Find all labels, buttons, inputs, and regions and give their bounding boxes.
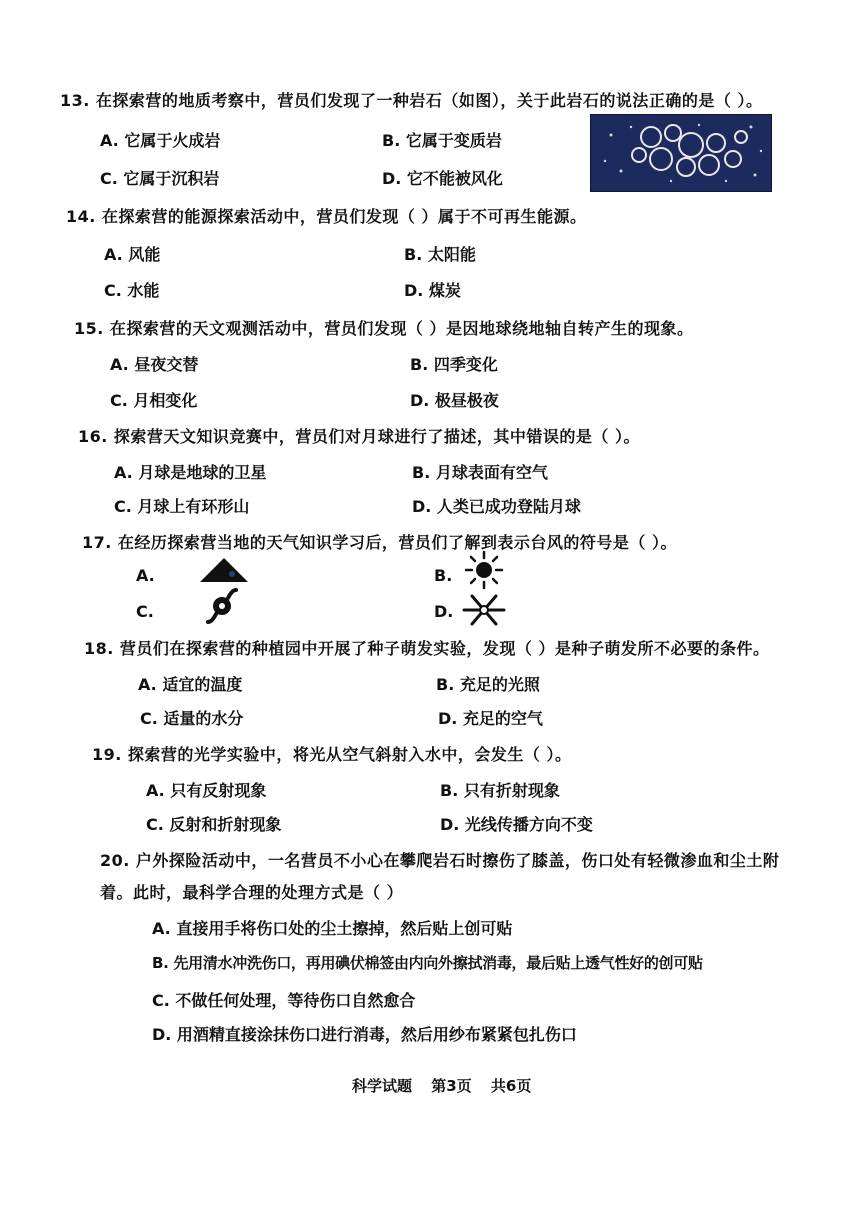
option-d[interactable]: D. 煤炭 bbox=[404, 281, 461, 300]
question-text: 在探索营的地质考察中，营员们发现了一种岩石（如图），关于此岩石的说法正确的是（ ）。 bbox=[95, 91, 763, 110]
question-14 bbox=[66, 204, 587, 227]
option-b[interactable]: B. bbox=[434, 566, 453, 585]
option-a[interactable]: A. 只有反射现象 bbox=[146, 781, 267, 800]
option-b[interactable]: B. 只有折射现象 bbox=[440, 781, 560, 800]
option-b[interactable]: B. 它属于变质岩 bbox=[382, 131, 502, 150]
question-number: 15. bbox=[74, 319, 104, 338]
option-c[interactable]: C. 不做任何处理，等待伤口自然愈合 bbox=[152, 991, 416, 1010]
question-17 bbox=[82, 530, 677, 553]
option-d[interactable]: D. 极昼极夜 bbox=[410, 391, 499, 410]
option-b[interactable]: B. 先用清水冲洗伤口，再用碘伏棉签由内向外擦拭消毒，最后贴上透气性好的创可贴 bbox=[152, 954, 703, 972]
option-c[interactable]: C. 月球上有环形山 bbox=[114, 497, 250, 516]
footer-total: 共6页 bbox=[490, 1077, 532, 1095]
option-a[interactable]: A. 昼夜交替 bbox=[110, 355, 199, 374]
option-d[interactable]: D. 人类已成功登陆月球 bbox=[412, 497, 581, 516]
option-c[interactable]: C. 月相变化 bbox=[110, 391, 198, 410]
question-20-continued: 着。此时，最科学合理的处理方式是（ ） bbox=[100, 883, 404, 902]
option-c[interactable]: C. 反射和折射现象 bbox=[146, 815, 282, 834]
page-footer bbox=[352, 1075, 545, 1096]
option-a[interactable]: A. 风能 bbox=[104, 245, 161, 264]
question-19 bbox=[92, 742, 572, 765]
question-text: 在探索营的天文观测活动中，营员们发现（ ）是因地球绕地轴自转产生的现象。 bbox=[109, 319, 694, 338]
option-b[interactable]: B. 太阳能 bbox=[404, 245, 476, 264]
question-16 bbox=[78, 424, 640, 447]
option-d[interactable]: D. 光线传播方向不变 bbox=[440, 815, 593, 834]
option-b[interactable]: B. 月球表面有空气 bbox=[412, 463, 548, 482]
option-c[interactable]: C. 水能 bbox=[104, 281, 160, 300]
question-15 bbox=[74, 316, 694, 339]
sun-icon bbox=[462, 550, 506, 594]
question-13 bbox=[60, 88, 763, 111]
option-a[interactable]: A. bbox=[136, 566, 155, 585]
question-number: 18. bbox=[84, 639, 114, 658]
question-text: 探索营的光学实验中，将光从空气斜射入水中，会发生（ ）。 bbox=[127, 745, 572, 764]
option-d[interactable]: D. bbox=[434, 602, 454, 621]
footer-subject: 科学试题 bbox=[352, 1077, 413, 1095]
snow-icon bbox=[460, 590, 508, 634]
question-text: 在探索营的能源探索活动中，营员们发现（ ）属于不可再生能源。 bbox=[101, 207, 587, 226]
cold-front-triangle-icon bbox=[198, 556, 250, 588]
question-number: 20. bbox=[100, 851, 130, 870]
question-text: 营员们在探索营的种植园中开展了种子萌发实验，发现（ ）是种子萌发所不必要的条件。 bbox=[119, 639, 770, 658]
question-text: 在经历探索营当地的天气知识学习后，营员们了解到表示台风的符号是（ ）。 bbox=[117, 533, 677, 552]
question-20 bbox=[100, 848, 779, 871]
typhoon-icon bbox=[206, 588, 238, 628]
option-b[interactable]: B. 四季变化 bbox=[410, 355, 498, 374]
option-d[interactable]: D. 用酒精直接涂抹伤口进行消毒，然后用纱布紧紧包扎伤口 bbox=[152, 1025, 577, 1044]
question-text: 户外探险活动中，一名营员不小心在攀爬岩石时擦伤了膝盖，伤口处有轻微渗血和尘土附 bbox=[135, 851, 780, 870]
option-a[interactable]: A. 直接用手将伤口处的尘土擦掉，然后贴上创可贴 bbox=[152, 919, 513, 938]
option-a[interactable]: A. 它属于火成岩 bbox=[100, 131, 221, 150]
question-number: 17. bbox=[82, 533, 112, 552]
option-d[interactable]: D. 充足的空气 bbox=[438, 709, 543, 728]
question-number: 19. bbox=[92, 745, 122, 764]
rock-image bbox=[590, 114, 772, 192]
option-c[interactable]: C. 适量的水分 bbox=[140, 709, 244, 728]
question-18 bbox=[84, 636, 770, 659]
question-number: 13. bbox=[60, 91, 90, 110]
footer-page: 第3页 bbox=[431, 1077, 472, 1095]
option-c[interactable]: C. 它属于沉积岩 bbox=[100, 169, 220, 188]
option-a[interactable]: A. 月球是地球的卫星 bbox=[114, 463, 267, 482]
question-text: 探索营天文知识竞赛中，营员们对月球进行了描述，其中错误的是（ ）。 bbox=[113, 427, 640, 446]
option-d[interactable]: D. 它不能被风化 bbox=[382, 169, 503, 188]
option-a[interactable]: A. 适宜的温度 bbox=[138, 675, 243, 694]
option-c[interactable]: C. bbox=[136, 602, 154, 621]
question-number: 14. bbox=[66, 207, 96, 226]
option-b[interactable]: B. 充足的光照 bbox=[436, 675, 540, 694]
question-number: 16. bbox=[78, 427, 108, 446]
